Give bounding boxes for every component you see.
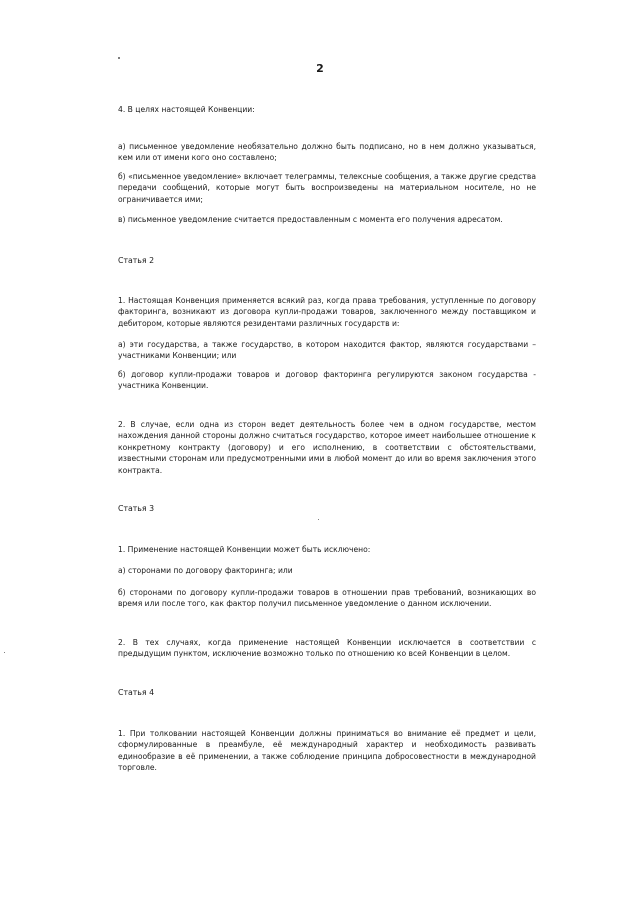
article-3-paragraph-1a: а) сторонами по договору факторинга; или: [118, 566, 293, 575]
article-2-paragraph-1b: б) договор купли-продажи товаров и договор факторинга регулируются законом государства - участника Конвенции.: [118, 370, 536, 391]
article-3-heading: Статья 3: [118, 504, 155, 513]
article-3-paragraph-1b: б) сторонами по договору купли-продажи товаров в отношении прав требований, возникающих во время или после того, как фактор получил письменное уведомление о данном исключении.: [118, 588, 536, 609]
scan-speck: [4, 652, 5, 653]
paragraph-4a: а) письменное уведомление необязательно должно быть подписано, но в нем должно указываться, кем или от имени кого оно составлено;: [118, 142, 536, 163]
article-2-paragraph-1: 1. Настоящая Конвенция применяется всякий раз, когда права требования, уступленные по договору факторинга, возникают из договора купли-продажи товаров, заключенного между поставщиком и дебитором, которые являются резидентами различных государств и:: [118, 296, 536, 328]
paragraph-4-intro: 4. В целях настоящей Конвенции:: [118, 105, 255, 114]
article-2-heading: Статья 2: [118, 256, 155, 265]
article-3-paragraph-2: 2. В тех случаях, когда применение настоящей Конвенции исключается в соответствии с предыдущим пунктом, исключение возможно только по отношению ко всей Конвенции в целом.: [118, 638, 536, 659]
article-3-paragraph-1: 1. Применение настоящей Конвенции может быть исключено:: [118, 545, 371, 554]
article-2-paragraph-1a: а) эти государства, а также государство, в котором находится фактор, являются государствами – участниками Конвенции; или: [118, 340, 536, 361]
paragraph-4b: б) «письменное уведомление» включает телеграммы, телексные сообщения, а также другие средства передачи сообщений, которые могут быть воспроизведены на материальном носителе, но не ограничивается ими;: [118, 172, 536, 204]
scan-speck: [318, 519, 319, 520]
page-number: 2: [316, 62, 324, 75]
article-4-heading: Статья 4: [118, 688, 155, 697]
scan-speck: [118, 57, 120, 59]
paragraph-4c: в) письменное уведомление считается предоставленным с момента его получения адресатом.: [118, 215, 503, 224]
article-2-paragraph-2: 2. В случае, если одна из сторон ведет деятельность более чем в одном государстве, местом нахождения данной стороны должно считаться государство, которое имеет наибольшее отношение к конкретному контракту (договору) и его исполнению, в соответствии с обстоятельствами, известными сторонам или предусмотренными ими в любой момент до или во время заключения этого контракта.: [118, 420, 536, 475]
article-4-paragraph-1: 1. При толковании настоящей Конвенции должны приниматься во внимание её предмет и цели, сформулированные в преамбуле, её международный характер и необходимость развивать единообразие в её применении, а также соблюдение принципа добросовестности в международной торговле.: [118, 729, 536, 773]
